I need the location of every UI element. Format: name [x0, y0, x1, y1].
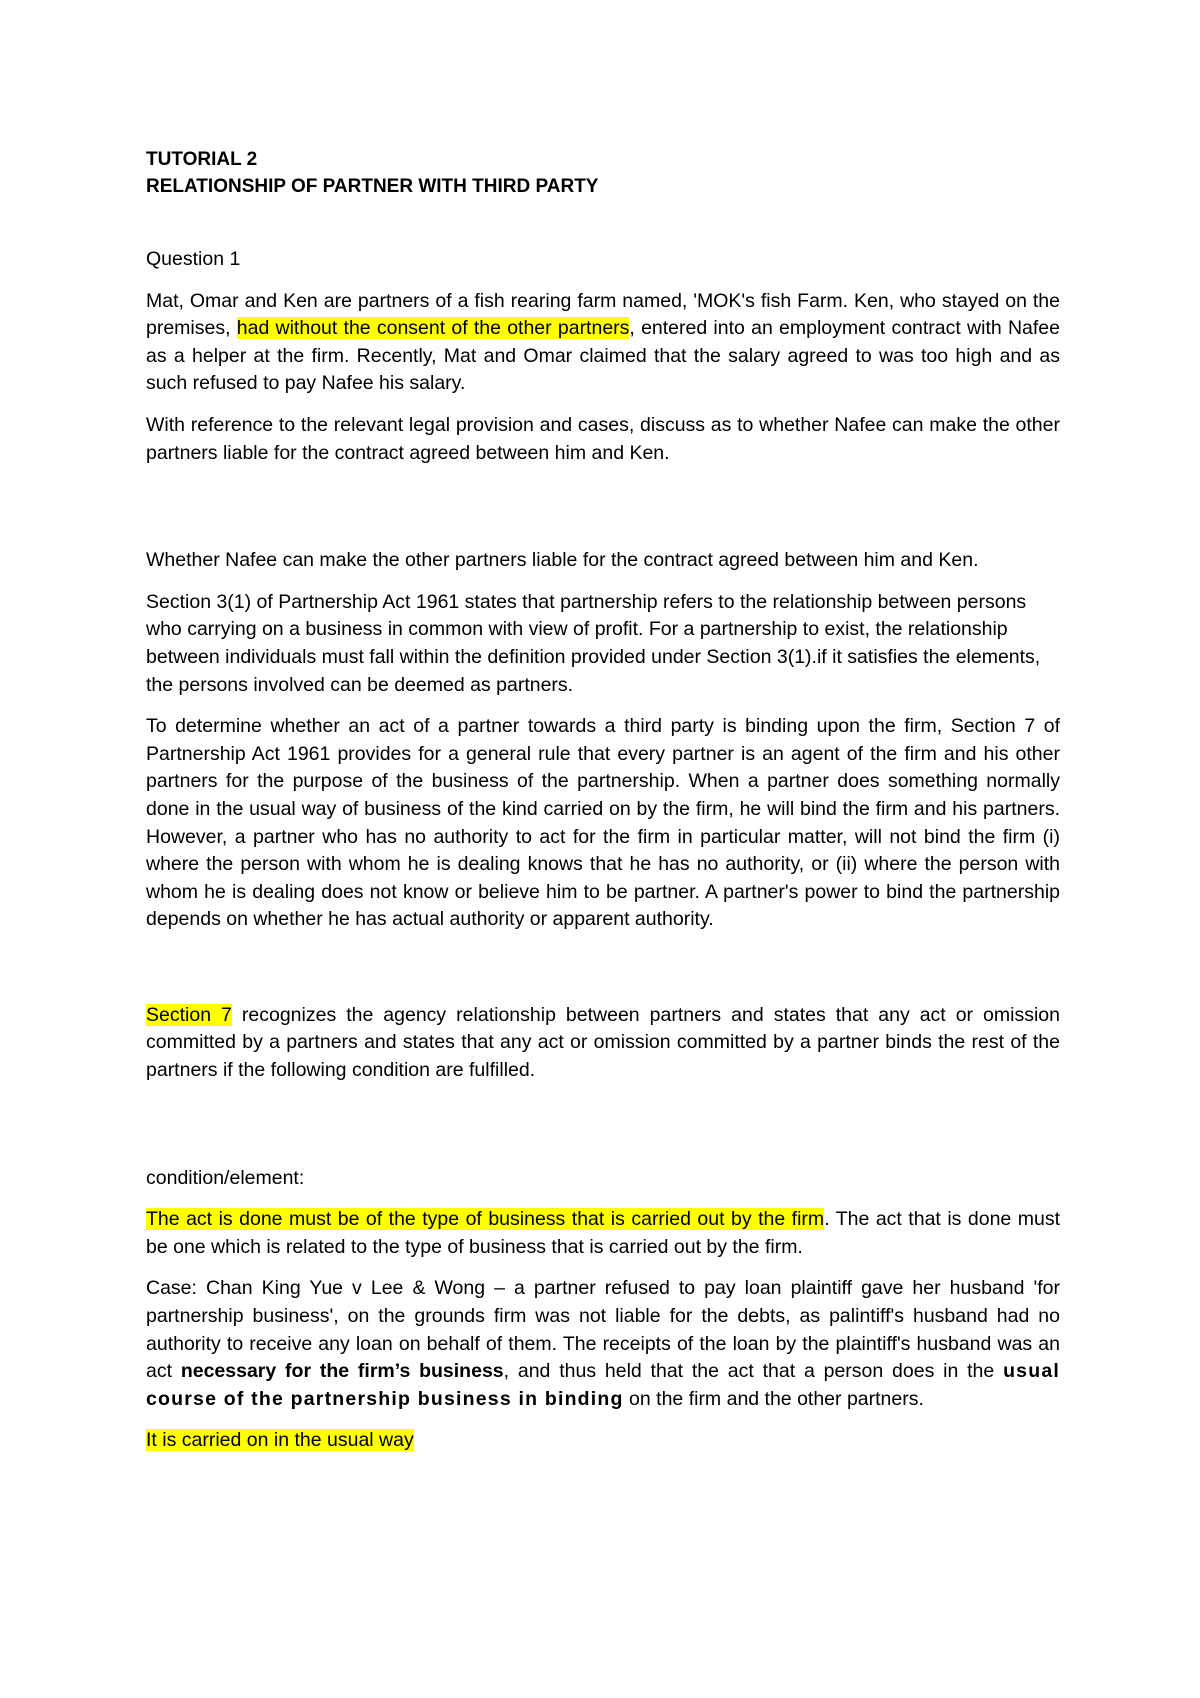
condition-2-paragraph	[146, 1427, 1060, 1455]
question-paragraph-2: With reference to the relevant legal provision and cases, discuss as to whether Nafee can make the other partners liable for the contract agreed between him and Ken.	[146, 413, 1060, 464]
issue-paragraph: Whether Nafee can make the other partners liable for the contract agreed between him and Ken.	[146, 549, 979, 572]
spacer	[146, 1099, 1060, 1165]
highlighted-text: had without the consent of the other partners	[236, 317, 630, 340]
question-paragraph-1	[146, 288, 1060, 398]
question-heading: Question 1	[146, 248, 241, 270]
section-3-paragraph: Section 3(1) of Partnership Act 1961 states that partnership refers to the relationship between persons who carrying on a business in common with view of profit. For a partnership to exist, the relationship between individuals must fall within the definition provided under Section 3(1).if it satisfies the elements, the persons involved can be deemed as partners.	[146, 590, 1041, 696]
case-paragraph	[146, 1275, 1060, 1413]
spacer	[146, 200, 1060, 246]
document-title-line2: RELATIONSHIP OF PARTNER WITH THIRD PARTY	[146, 176, 599, 197]
text-run: recognizes the agency relationship between partners and states that any act or omission committed by a partners and states that any act or omission committed by a partner binds the rest of the partners if the following condition are fulfilled.	[146, 1003, 1060, 1082]
highlighted-text: It is carried on in the usual way	[146, 1429, 414, 1452]
text-run: . The act that is done must be one which is related to the type of business that is carried out by the firm.	[146, 1208, 1061, 1258]
spacer	[146, 481, 1060, 547]
document-title-line1: TUTORIAL 2	[146, 149, 258, 170]
condition-1-paragraph	[146, 1206, 1060, 1261]
spacer	[146, 948, 1060, 1002]
text-run: , entered into an employment contract with Nafee as a helper at the firm. Recently, Mat and Omar claimed that the salary agreed to was too high and as such refused to pay Nafee his salary.	[146, 317, 1060, 395]
text-run: on the firm and the other partners.	[623, 1387, 924, 1410]
highlighted-text: The act is done must be of the type of business that is carried out by the firm	[146, 1208, 825, 1231]
text-run: Mat, Omar and Ken are partners of a fish rearing farm named, 'MOK's fish Farm. Ken, who stayed on the premises,	[146, 289, 1060, 340]
bold-text: necessary for the firm’s business	[180, 1360, 504, 1383]
document-page	[146, 146, 1060, 1469]
text-run: , and thus held that the act that a person does in the	[503, 1360, 1004, 1383]
section-7-agency-paragraph	[146, 1002, 1060, 1085]
bold-text: usual course of the partnership business in binding	[146, 1360, 1060, 1410]
section-7-general-paragraph: To determine whether an act of a partner towards a third party is binding upon the firm, Section 7 of Partnership Act 1961 provides for a general rule that every partner is an agent of the firm and his other partners for the purpose of the business of the partnership. When a partner does something normally done in the usual way of business of the kind carried on by the firm, he will bind the firm and his partners. However, a partner who has no authority to act for the firm in particular matter, will not bind the firm (i) where the person with whom he is dealing knows that he has no authority, or (ii) where the person with whom he is dealing does not know or believe him to be partner. A partner's power to bind the partnership depends on whether he has actual authority or apparent authority.	[146, 715, 1060, 931]
text-run: Case: Chan King Yue v Lee & Wong – a partner refused to pay loan plaintiff gave her husband 'for partnership business', on the grounds firm was not liable for the debts, as palintiff's husband had no authority to receive any loan on behalf of them. The receipts of the loan by the plaintiff's husband was an act	[146, 1277, 1060, 1383]
condition-heading: condition/element:	[146, 1166, 305, 1189]
highlighted-text: Section 7	[146, 1003, 232, 1026]
